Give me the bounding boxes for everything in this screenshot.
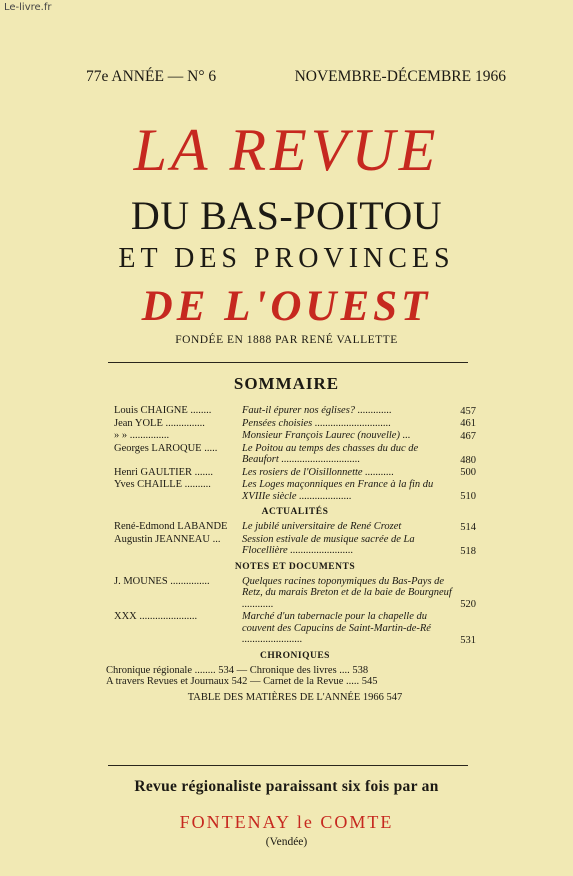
table-of-contents (106, 405, 476, 703)
toc-author: Jean YOLE ............... (114, 417, 205, 429)
toc-entry (114, 611, 476, 646)
toc-title: Session estivale de musique sacrée de La Flocellière ........................ (242, 533, 415, 556)
toc-title: Les Loges maçonniques en France à la fin du XVIIIe siècle .................... (242, 479, 434, 502)
toc-page: 518 (460, 545, 476, 557)
toc-author: Augustin JEANNEAU ... (114, 533, 221, 545)
actualites-heading: ACTUALITÉS (261, 507, 329, 517)
toc-author: Yves CHAILLE .......... (114, 479, 211, 490)
title-la-revue: LA REVUE (133, 117, 440, 183)
toc-title: Quelques racines toponymiques du Bas-Pays de Retz, du marais Breton et de la baie de Bourgneuf ............ (242, 575, 452, 610)
toc-page: 457 (460, 405, 476, 417)
toc-entry (114, 418, 476, 430)
toc-entry (114, 479, 476, 502)
toc-title: Marché d'un tabernacle pour la chapelle du couvent des Capucins de Saint-Martin-de-Ré ....................... (242, 611, 431, 645)
title-ouest: DE L'OUEST (141, 283, 432, 330)
title-bas-poitou: DU BAS-POITOU (130, 193, 443, 238)
seller-watermark: Le-livre.fr (4, 2, 52, 13)
toc-title: Pensées choisies ............................. (242, 417, 392, 429)
toc-page: 520 (460, 599, 476, 610)
toc-title: Faut-il épurer nos églises? ............. (242, 405, 392, 416)
toc-author: René-Edmond LABANDE (114, 521, 228, 532)
toc-page: 500 (460, 467, 476, 478)
toc-entry (114, 521, 476, 533)
publisher-region: (Vendée) (265, 836, 308, 848)
chroniques-line: A travers Revues et Journaux 542 — Carnet de la Revue ..... 545 (106, 675, 378, 687)
title-provinces: ET DES PROVINCES (118, 243, 455, 274)
issue-number: 77e ANNÉE — N° 6 (86, 68, 217, 85)
toc-entry (114, 534, 476, 557)
toc-entry (114, 576, 476, 611)
toc-page: 480 (460, 454, 476, 466)
toc-entry (114, 430, 476, 442)
notes-heading: NOTES ET DOCUMENTS (234, 561, 356, 572)
toc-entry (114, 405, 476, 417)
toc-author: » » ............... (114, 430, 170, 441)
toc-title: Les rosiers de l'Oisillonnette ........... (242, 466, 395, 478)
toc-page: 514 (460, 521, 476, 533)
tagline: Revue régionaliste paraissant six fois par an (134, 778, 439, 795)
sommaire-heading: SOMMAIRE (233, 374, 340, 393)
toc-entry (114, 443, 476, 466)
toc-author: Louis CHAIGNE ........ (114, 405, 212, 416)
founded-line: FONDÉE EN 1888 PAR RENÉ VALLETTE (175, 334, 398, 346)
chroniques-heading: CHRONIQUES (260, 650, 330, 661)
toc-page: 461 (460, 418, 476, 429)
toc-title: Le jubilé universitaire de René Crozet (242, 521, 402, 532)
divider-top (108, 362, 468, 363)
toc-author: Georges LAROQUE ..... (114, 442, 218, 454)
toc-page: 531 (460, 634, 476, 646)
chroniques-line: Chronique régionale ........ 534 — Chronique des livres .... 538 (106, 664, 369, 676)
divider-bottom (108, 765, 468, 766)
toc-entry (114, 467, 476, 479)
toc-title: Monsieur François Laurec (nouvelle) ... (242, 430, 411, 441)
toc-author: J. MOUNES ............... (114, 575, 210, 587)
publisher-city: FONTENAY le COMTE (179, 812, 394, 832)
toc-page: 510 (460, 491, 476, 502)
toc-page: 467 (460, 430, 476, 442)
annual-index: TABLE DES MATIÈRES DE L'ANNÉE 1966 547 (187, 691, 403, 703)
toc-title: Le Poitou au temps des chasses du duc de Beaufort .............................. (242, 442, 419, 465)
toc-author: Henri GAULTIER ....... (114, 466, 214, 478)
issue-date: NOVEMBRE-DÉCEMBRE 1966 (294, 68, 506, 85)
toc-author: XXX ...................... (114, 611, 198, 622)
